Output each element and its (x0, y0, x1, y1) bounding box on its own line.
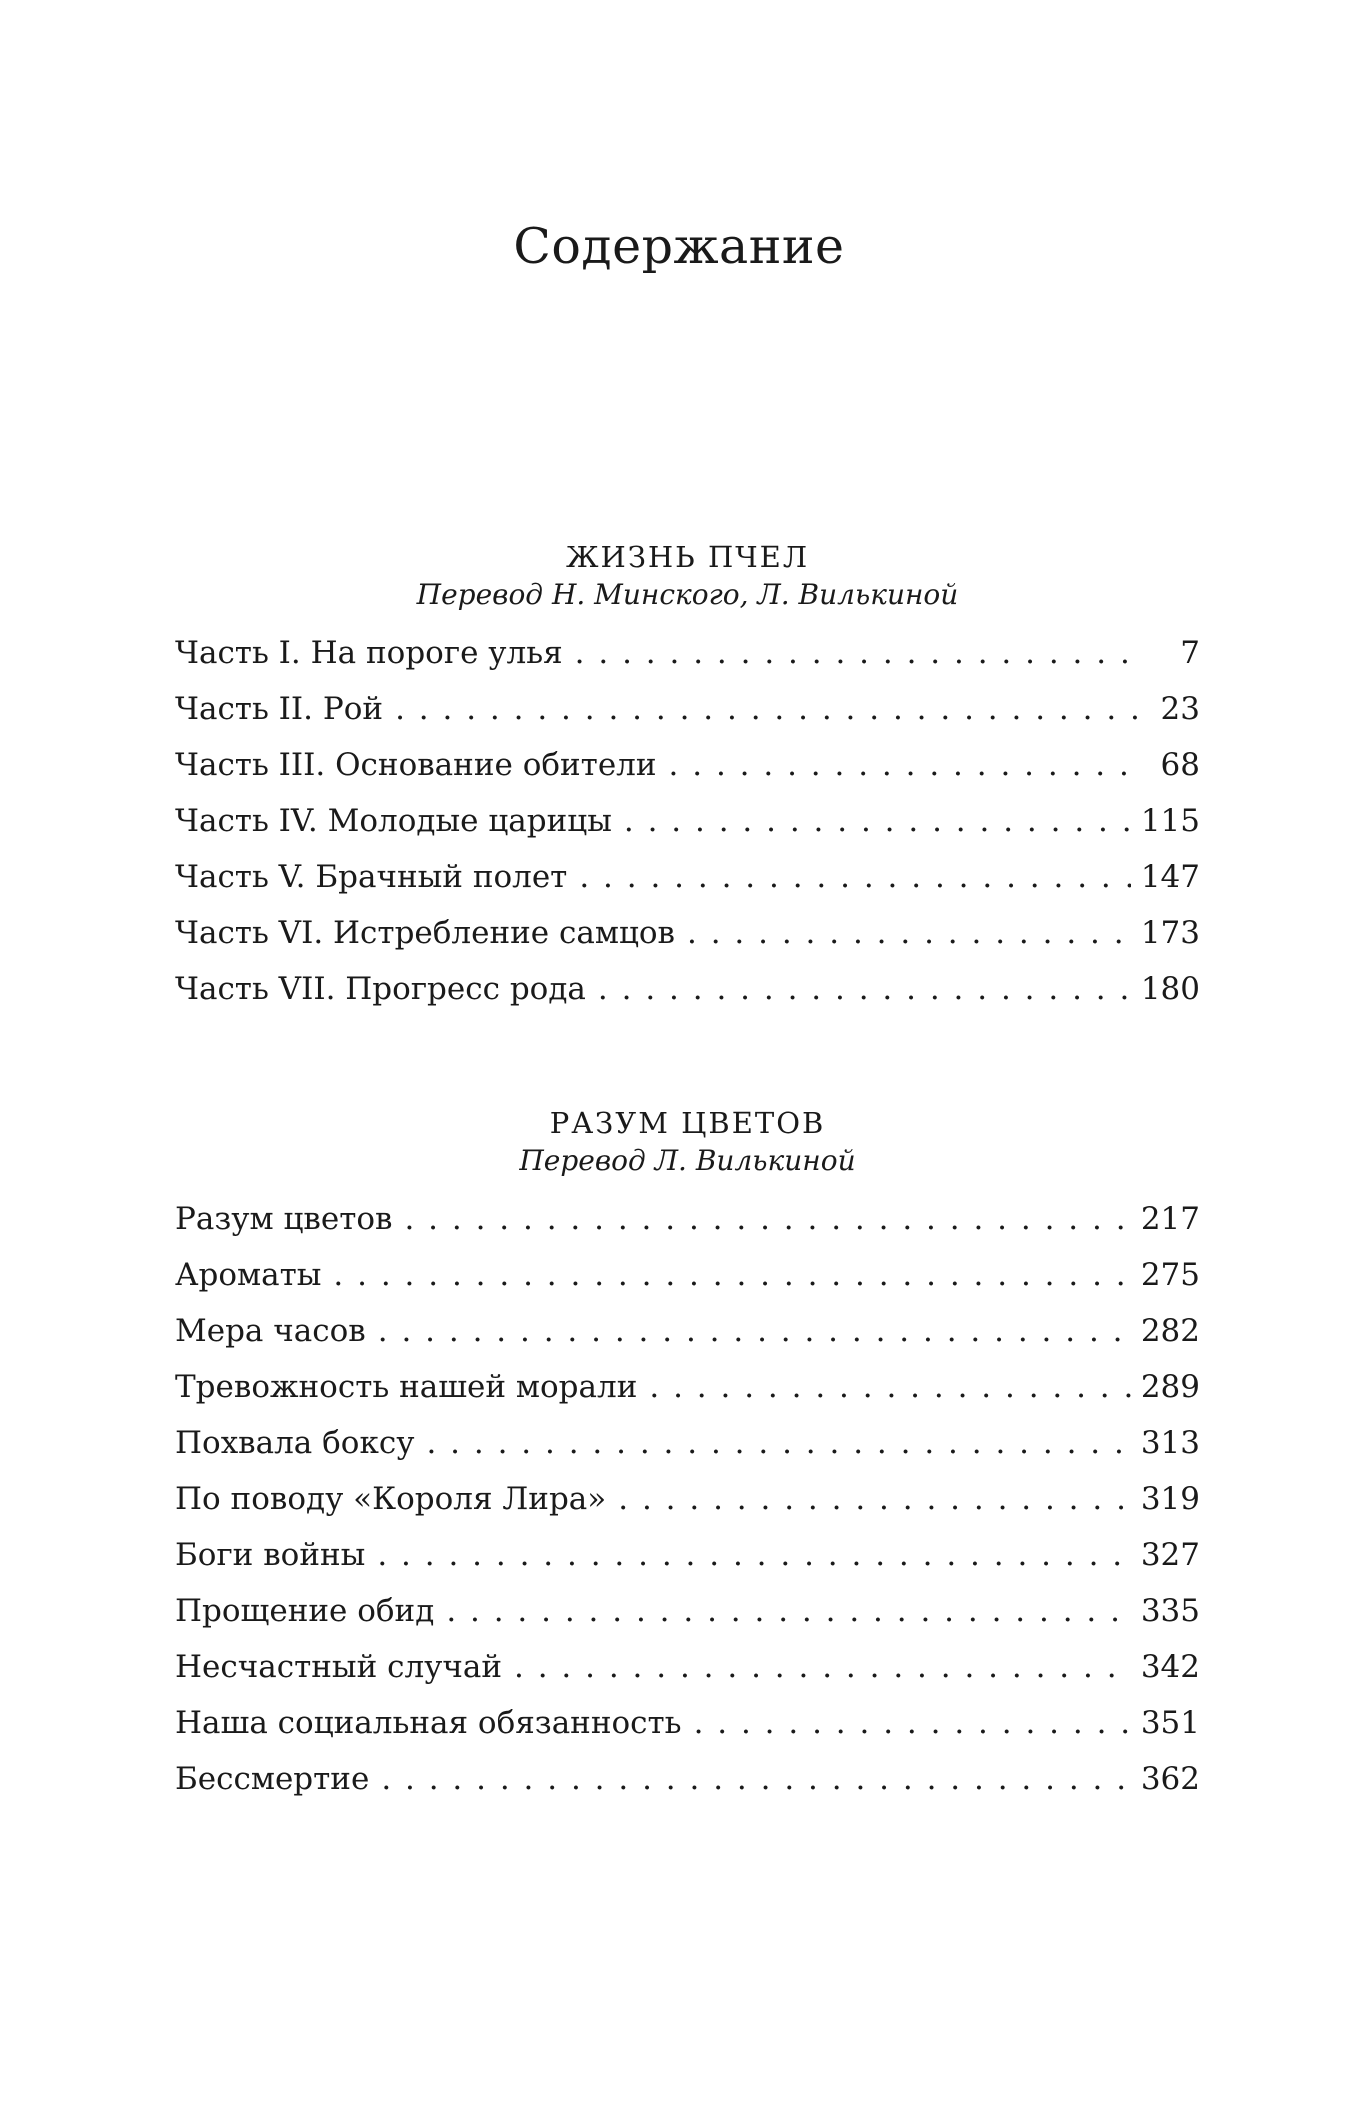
dot-leader (426, 1425, 1130, 1461)
section-translator: Перевод Л. Вилькиной (519, 1144, 856, 1177)
toc-entry[interactable] (175, 803, 1200, 859)
toc-entry[interactable] (175, 1313, 1200, 1369)
toc-entry[interactable] (175, 1537, 1200, 1593)
toc-entry-page: 351 (1140, 1705, 1200, 1741)
toc-entry-title: Бессмертие (175, 1761, 370, 1797)
dot-leader (381, 1761, 1131, 1797)
toc-entry-page: 217 (1140, 1201, 1200, 1237)
toc-entry[interactable] (175, 915, 1200, 971)
page-title: Содержание (513, 218, 845, 275)
toc-entry-title: Часть IV. Молодые царицы (175, 803, 612, 839)
toc-entry[interactable] (175, 1425, 1200, 1481)
toc-entry[interactable] (175, 1761, 1200, 1817)
dot-leader (624, 803, 1131, 839)
toc-entry-page: 180 (1140, 971, 1200, 1007)
toc-entry[interactable] (175, 635, 1200, 691)
toc-entry-page: 173 (1140, 915, 1200, 951)
toc-entry-title: Боги войны (175, 1537, 366, 1573)
toc-entry[interactable] (175, 1649, 1200, 1705)
toc-entry-page: 68 (1160, 747, 1200, 783)
dot-leader (598, 971, 1131, 1007)
toc-entry-page: 147 (1140, 859, 1200, 895)
dot-leader (575, 635, 1140, 671)
dot-leader (333, 1257, 1130, 1293)
toc-entry-page: 282 (1140, 1313, 1200, 1349)
toc-entry-title: Часть I. На пороге улья (175, 635, 563, 671)
toc-entry[interactable] (175, 1201, 1200, 1257)
toc-entry-title: Тревожность нашей морали (175, 1369, 638, 1405)
dot-leader (579, 859, 1130, 895)
section-heading: РАЗУМ ЦВЕТОВ (549, 1106, 826, 1140)
toc-entry-title: Мера часов (175, 1313, 366, 1349)
dot-leader (514, 1649, 1131, 1685)
toc-entry-page: 289 (1140, 1369, 1200, 1405)
toc-entry-title: Прощение обид (175, 1593, 435, 1629)
toc-entry-page: 335 (1140, 1593, 1200, 1629)
toc-entry-title: Несчастный случай (175, 1649, 503, 1685)
toc-entry-title: Похвала боксу (175, 1425, 415, 1461)
dot-leader (395, 691, 1140, 727)
toc-entry-title: Часть II. Рой (175, 691, 384, 727)
toc-entry-list (175, 635, 1200, 1027)
toc-entry-title: Часть V. Брачный полет (175, 859, 568, 895)
dot-leader (378, 1313, 1131, 1349)
toc-entry[interactable] (175, 691, 1200, 747)
toc-entry-title: Наша социальная обязанность (175, 1705, 682, 1741)
toc-section-flowers (175, 1106, 1200, 1817)
toc-entry[interactable] (175, 971, 1200, 1027)
section-heading: ЖИЗНЬ ПЧЕЛ (565, 540, 810, 574)
toc-entry[interactable] (175, 747, 1200, 803)
toc-entry[interactable] (175, 859, 1200, 915)
toc-entry-title: Часть VII. Прогресс рода (175, 971, 586, 1007)
dot-leader (404, 1201, 1130, 1237)
toc-entry[interactable] (175, 1257, 1200, 1313)
toc-entry-title: Часть III. Основание обители (175, 747, 657, 783)
toc-entry[interactable] (175, 1705, 1200, 1761)
toc-entry-title: Часть VI. Истребление самцов (175, 915, 675, 951)
dot-leader (669, 747, 1140, 783)
toc-entry-title: Ароматы (175, 1257, 322, 1293)
dot-leader (649, 1369, 1130, 1405)
toc-entry-title: Разум цветов (175, 1201, 393, 1237)
toc-entry-page: 275 (1140, 1257, 1200, 1293)
toc-entry-page: 362 (1140, 1761, 1200, 1797)
toc-entry-title: По поводу «Короля Лира» (175, 1481, 607, 1517)
toc-entry[interactable] (175, 1481, 1200, 1537)
toc-entry[interactable] (175, 1593, 1200, 1649)
toc-entry-page: 319 (1140, 1481, 1200, 1517)
dot-leader (618, 1481, 1131, 1517)
dot-leader (377, 1537, 1131, 1573)
toc-section-bees (175, 540, 1200, 1027)
toc-entry-page: 342 (1140, 1649, 1200, 1685)
toc-entry[interactable] (175, 1369, 1200, 1425)
toc-entry-list (175, 1201, 1200, 1817)
dot-leader (694, 1705, 1131, 1741)
toc-entry-page: 23 (1160, 691, 1200, 727)
toc-entry-page: 115 (1140, 803, 1200, 839)
dot-leader (446, 1593, 1131, 1629)
dot-leader (687, 915, 1131, 951)
toc-entry-page: 7 (1180, 635, 1200, 671)
section-translator: Перевод Н. Минского, Л. Вилькиной (416, 578, 959, 611)
toc-entry-page: 313 (1140, 1425, 1200, 1461)
toc-entry-page: 327 (1140, 1537, 1200, 1573)
